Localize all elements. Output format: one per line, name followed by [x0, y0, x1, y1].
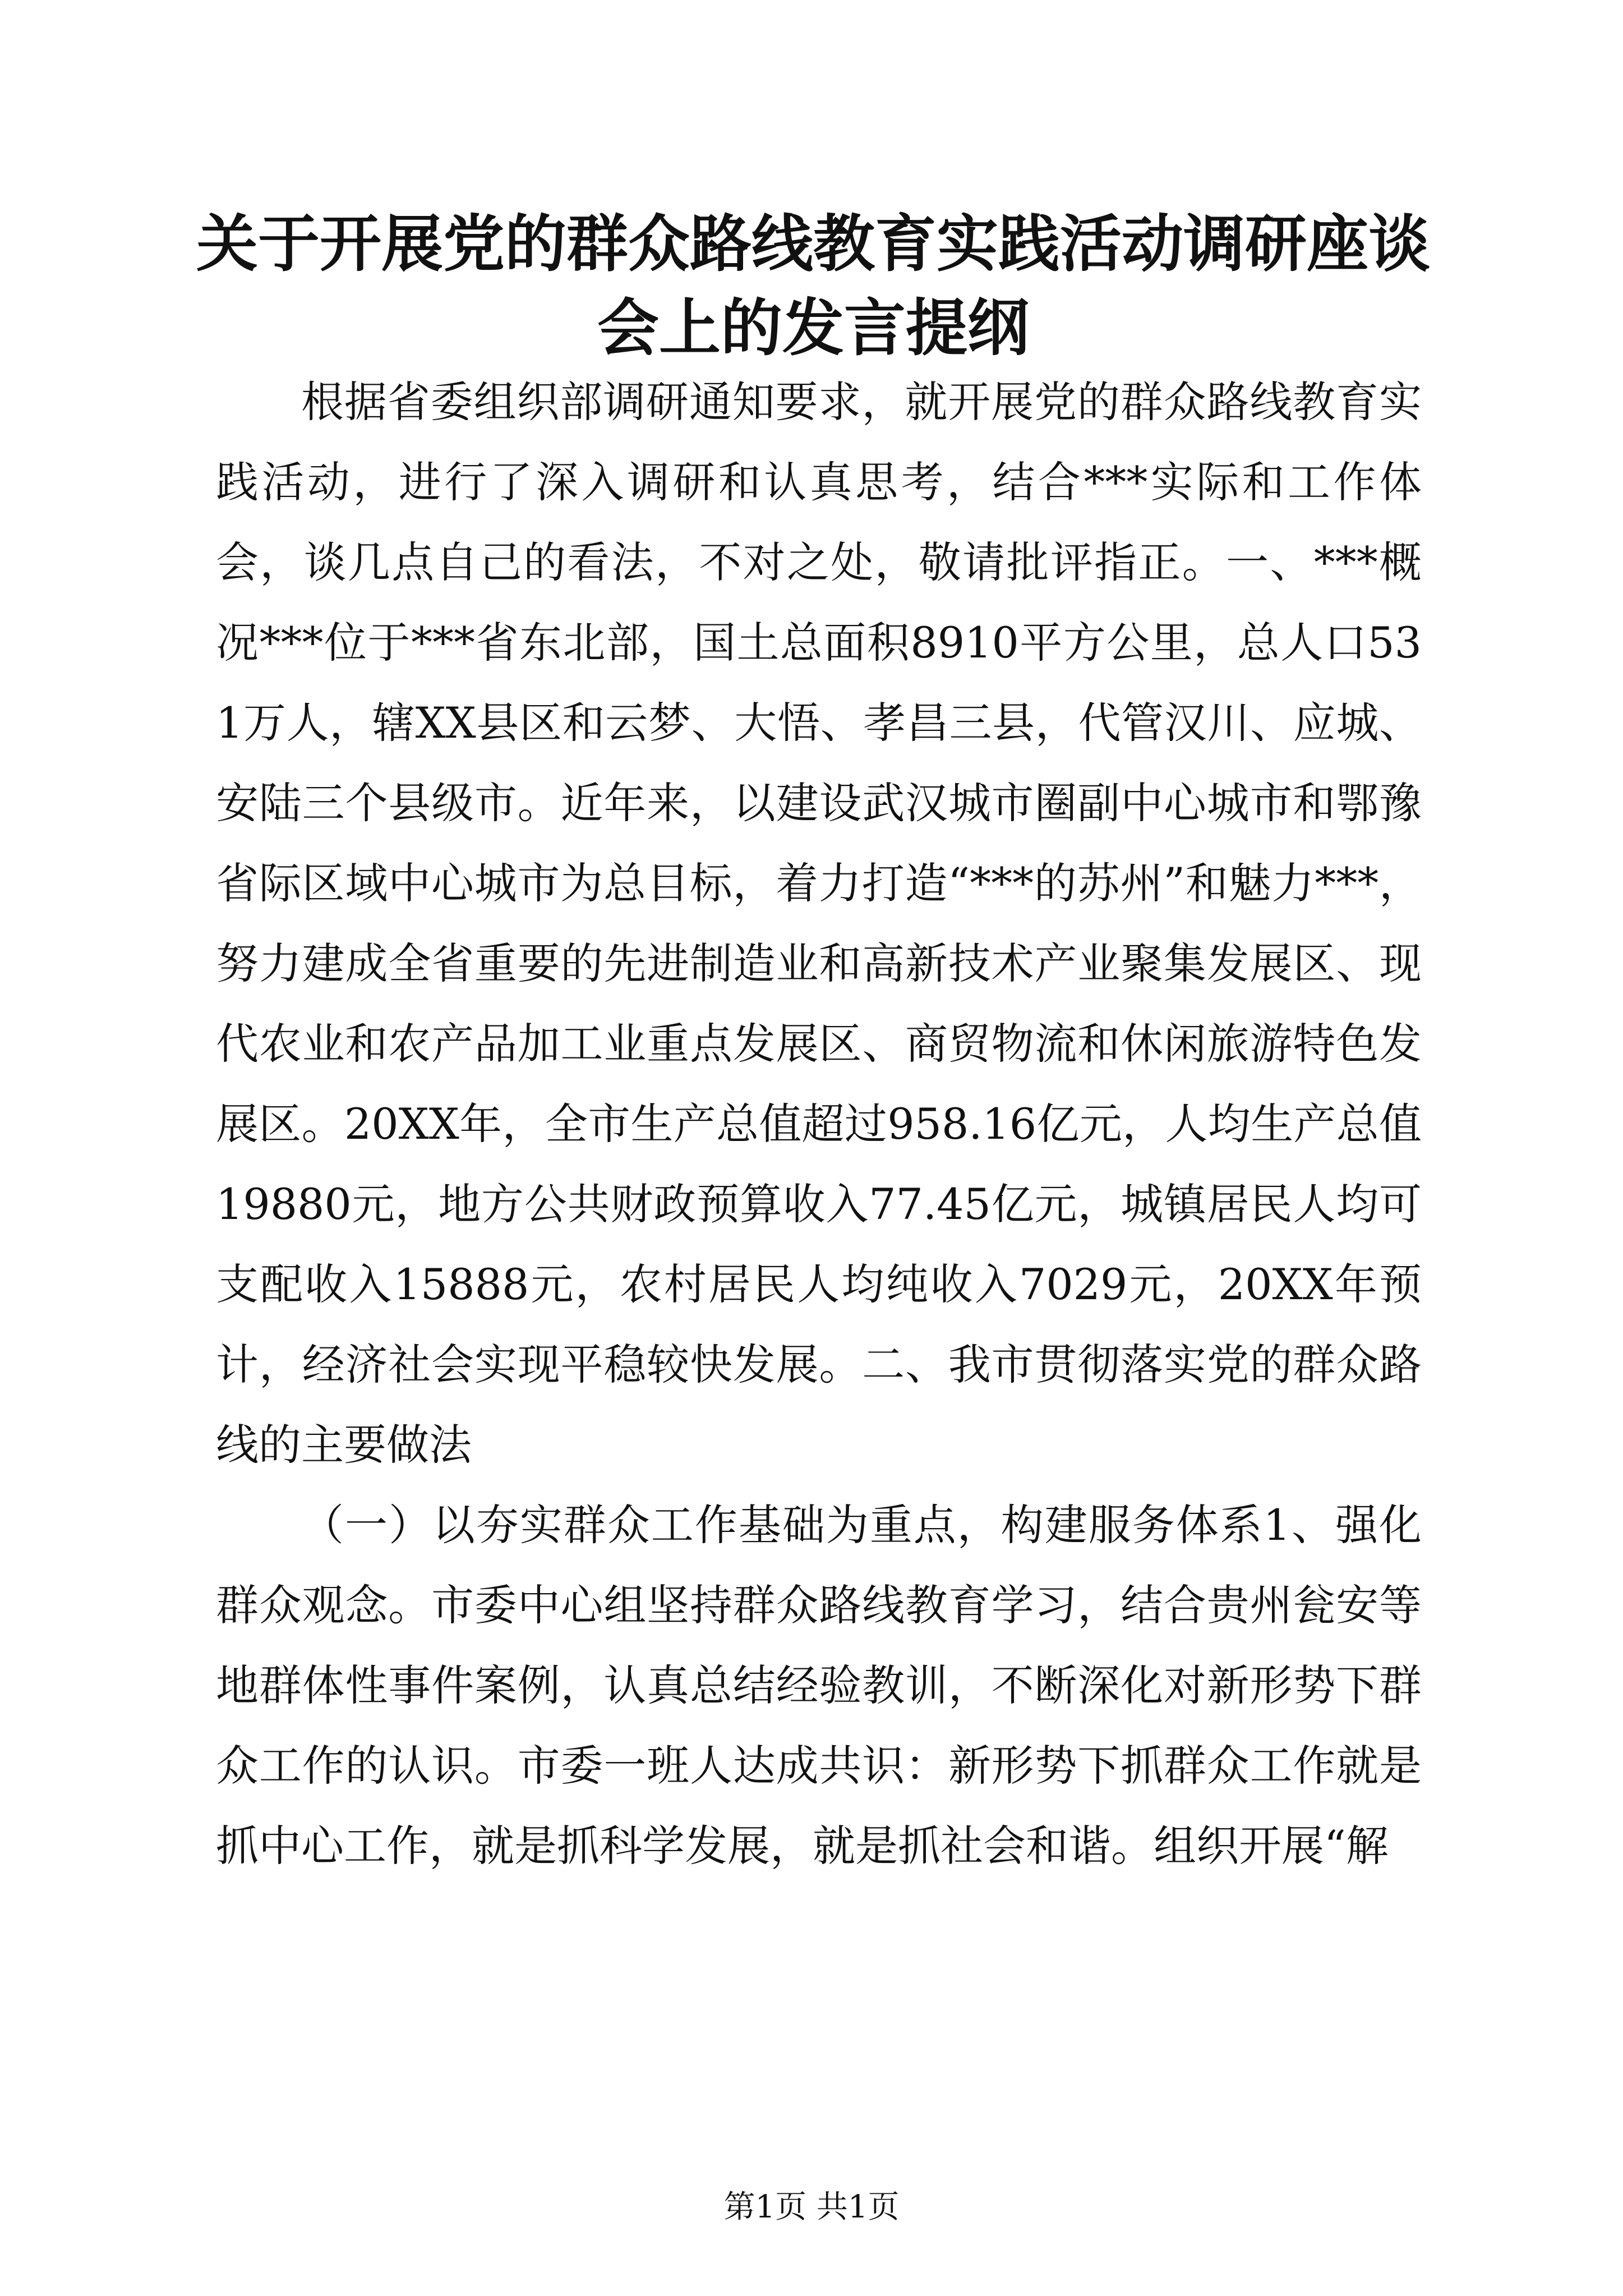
paragraph-2: （一）以夯实群众工作基础为重点，构建服务体系1、强化群众观念。市委中心组坚持群众路线教育学习，结合贵州瓮安等地群体性事件案例，认真总结经验教训，不断深化对新形势下群众工作的认识。市委一班人达成共识：新形势下抓群众工作就是抓中心工作，就是抓科学发展，就是抓社会和谐。组织开展“解 [216, 1500, 1422, 1871]
page-footer: 第1页 共1页 [723, 2189, 900, 2225]
document-body [216, 362, 1422, 1886]
document-title [168, 202, 1458, 370]
title-line-1: 关于开展党的群众路线教育实践活动调研座谈 [196, 208, 1430, 280]
paragraph-1: 根据省委组织部调研通知要求，就开展党的群众路线教育实践活动，进行了深入调研和认真思考，结合***实际和工作体会，谈几点自己的看法，不对之处，敬请批评指正。一、***概况***位于***省东北部，国土总面积8910平方公里，总人口531万人，辖XX县区和云梦、大悟、孝昌三县，代管汉川、应城、安陆三个县级市。近年来，以建设武汉城市圈副中心城市和鄂豫省际区域中心城市为总目标，着力打造“***的苏州”和魅力***，努力建成全省重要的先进制造业和高新技术产业聚集发展区、现代农业和农产品加工业重点发展区、商贸物流和休闲旅游特色发展区。20XX年，全市生产总值超过958.16亿元，人均生产总值19880元，地方公共财政预算收入77.45亿元，城镇居民人均可支配收入15888元，农村居民人均纯收入7029元，20XX年预计，经济社会实现平稳较快发展。二、我市贯彻落实党的群众路线的主要做法 [216, 377, 1422, 1470]
title-line-2: 会上的发言提纲 [597, 292, 1029, 364]
